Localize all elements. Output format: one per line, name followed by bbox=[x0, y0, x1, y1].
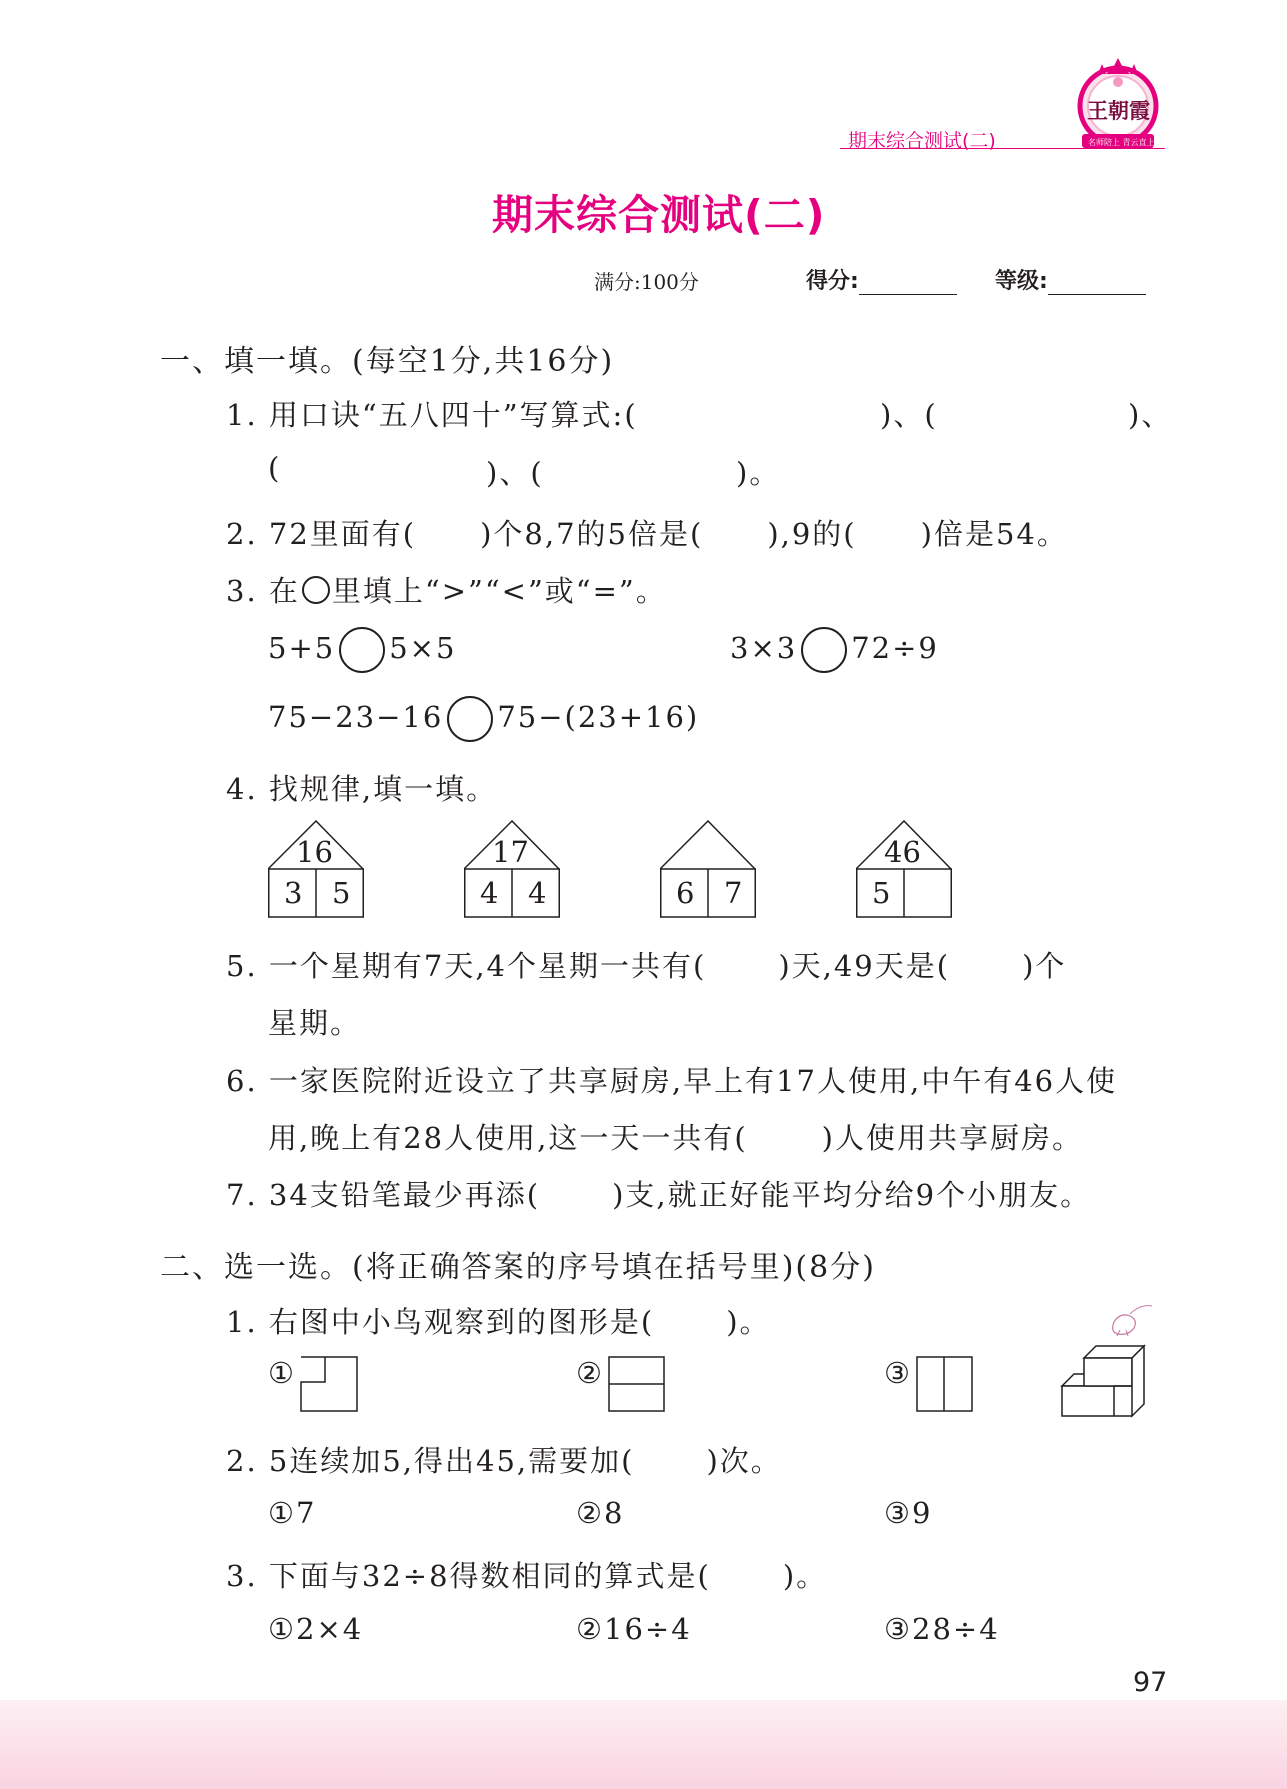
s2-q2-option-2[interactable]: ②8 bbox=[576, 1496, 625, 1530]
compare-circle-2[interactable] bbox=[801, 627, 847, 673]
view-shape-3-icon bbox=[916, 1356, 974, 1412]
page-number: 97 bbox=[1133, 1667, 1168, 1698]
section1-heading: 一、填一填。(每空1分,共16分) bbox=[160, 344, 615, 379]
q1-sep1: )、( bbox=[880, 398, 938, 432]
q1-line1: 1. 用口诀“五八四十”写算式:( bbox=[226, 398, 638, 432]
grade-label: 等级: bbox=[995, 264, 1146, 295]
s2-q2-option-3[interactable]: ③9 bbox=[884, 1496, 933, 1530]
s2-q1-option-1[interactable]: ① bbox=[268, 1356, 296, 1390]
view-shape-1-icon bbox=[300, 1356, 360, 1412]
full-score: 满分:100分 bbox=[594, 270, 699, 294]
house-right-number: 4 bbox=[528, 876, 549, 910]
compare-circle-3[interactable] bbox=[447, 696, 493, 742]
view-shape-2-icon bbox=[608, 1356, 666, 1412]
running-title: 期末综合测试(二) bbox=[848, 130, 996, 152]
s2-q3-option-2[interactable]: ②16÷4 bbox=[576, 1612, 692, 1646]
grade-field[interactable] bbox=[1048, 272, 1146, 295]
compare-circle-1[interactable] bbox=[339, 627, 385, 673]
q3-compare-1: 5+5 5×5 bbox=[268, 627, 456, 673]
q4-line: 4. 找规律,填一填。 bbox=[226, 772, 498, 806]
house-left-number: 4 bbox=[480, 876, 501, 910]
q2-line: 2. 72里面有( )个8,7的5倍是( ),9的( )倍是54。 bbox=[226, 517, 1068, 551]
brand-logo-ribbon: 名师陪上 青云直上 bbox=[1088, 138, 1155, 147]
s2-q2-line: 2. 5连续加5,得出45,需要加( )次。 bbox=[226, 1444, 782, 1478]
s2-q1-option-2[interactable]: ② bbox=[576, 1356, 604, 1390]
section2-heading: 二、选一选。(将正确答案的序号填在括号里)(8分) bbox=[160, 1250, 876, 1285]
q1-line2-sep: )、( bbox=[486, 456, 544, 490]
house-4 bbox=[856, 820, 952, 918]
q3-compare-2: 3×3 72÷9 bbox=[730, 627, 939, 673]
house-left-number: 6 bbox=[676, 876, 697, 910]
house-left-number: 5 bbox=[872, 876, 893, 910]
footer-band bbox=[0, 1700, 1287, 1789]
score-label: 得分: bbox=[806, 264, 957, 295]
house-3 bbox=[660, 820, 756, 918]
page-title: 期末综合测试(二) bbox=[492, 191, 826, 239]
house-roof-number: 16 bbox=[296, 835, 333, 869]
q1-line2-open: ( bbox=[268, 451, 282, 485]
q5-line1: 5. 一个星期有7天,4个星期一共有( )天,49天是( )个 bbox=[226, 949, 1067, 983]
s2-q1-line: 1. 右图中小鸟观察到的图形是( )。 bbox=[226, 1305, 771, 1339]
score-field[interactable] bbox=[859, 272, 957, 295]
house-roof-number: 46 bbox=[884, 835, 921, 869]
house-1 bbox=[268, 820, 364, 918]
q5-line2: 星期。 bbox=[268, 1006, 362, 1040]
s2-q2-option-1[interactable]: ①7 bbox=[268, 1496, 317, 1530]
q1-line2-end: )。 bbox=[736, 456, 781, 490]
house-right-number: 7 bbox=[724, 876, 745, 910]
q7-line: 7. 34支铅笔最少再添( )支,就正好能平均分给9个小朋友。 bbox=[226, 1178, 1092, 1212]
stair-block-figure-icon bbox=[1058, 1300, 1168, 1418]
q3-compare-3: 75−23−16 75−(23+16) bbox=[268, 696, 699, 742]
s2-q3-option-1[interactable]: ①2×4 bbox=[268, 1612, 364, 1646]
s2-q1-option-3[interactable]: ③ bbox=[884, 1356, 912, 1390]
brand-logo-text: 王朝霞 bbox=[1087, 98, 1150, 123]
q6-line2: 用,晚上有28人使用,这一天一共有( )人使用共享厨房。 bbox=[268, 1121, 1083, 1155]
q1-sep2: )、 bbox=[1128, 398, 1173, 432]
q3-line: 3. 在 里填上“>”“<”或“=”。 bbox=[226, 574, 667, 608]
house-2 bbox=[464, 820, 560, 918]
q6-line1: 6. 一家医院附近设立了共享厨房,早上有17人使用,中午有46人使 bbox=[226, 1064, 1118, 1098]
house-right-number: 5 bbox=[332, 876, 353, 910]
house-left-number: 3 bbox=[284, 876, 305, 910]
house-roof-number: 17 bbox=[492, 835, 529, 869]
compare-circle-icon bbox=[302, 576, 330, 604]
s2-q3-option-3[interactable]: ③28÷4 bbox=[884, 1612, 1000, 1646]
s2-q3-line: 3. 下面与32÷8得数相同的算式是( )。 bbox=[226, 1559, 828, 1593]
